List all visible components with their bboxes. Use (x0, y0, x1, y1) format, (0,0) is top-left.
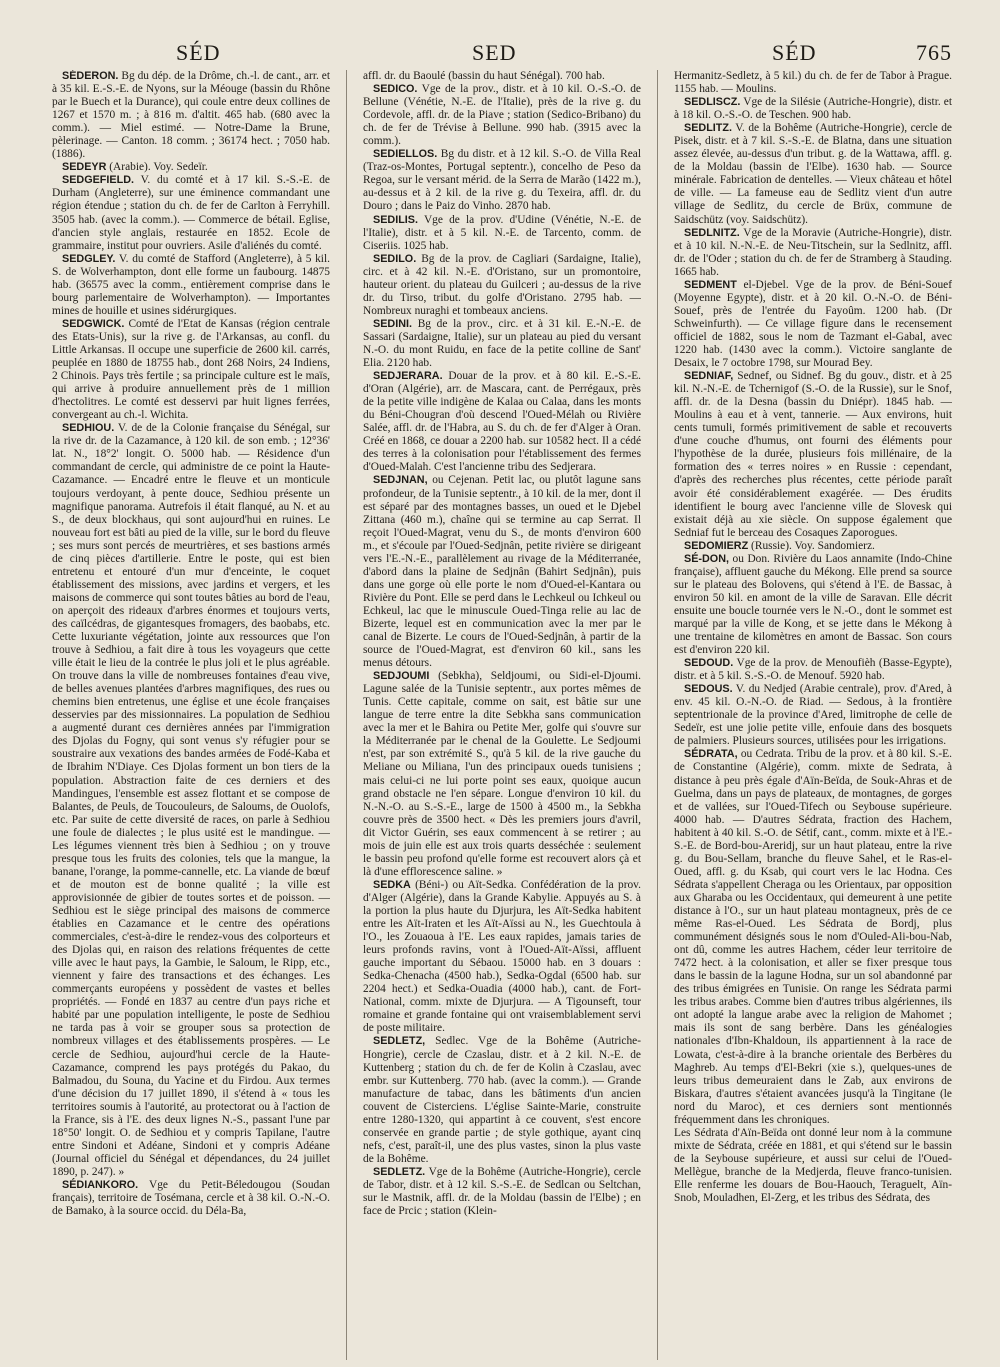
entry-headword: SEDLETZ, (373, 1035, 426, 1048)
entry-text: Vge du Petit-Béledougou (Soudan français), territoire de Tosémana, cercle et à 38 kil. O.-N.-O. de Bamako, à la source occid. du Déla-Ba, (52, 1178, 330, 1218)
dictionary-entry (52, 1179, 330, 1218)
header-center: SED (472, 40, 517, 65)
entry-text: Bg du dép. de la Drôme, ch.-l. de cant., arr. et à 35 kil. E.-S.-E. de Nyons, sur la Méouge (bassin du Rhône par le Buech et la Durance), qui coule entre deux collines de 1267 et 1570 m. ; à 816 m. d'altit. 465 hab. (680 avec la comm.). — Miel estimé. — Notre-Dame la Brune, pèlerinage. — Canton. 18 comm. ; 36174 hect. ; 7050 hab. (1886). (52, 70, 330, 161)
dictionary-entry (363, 318, 641, 370)
entry-text: Vge de la Bohême (Autriche-Hongrie), cercle de Tabor, distr. et à 12 kil. S.-S.-E. de Sedlcan ou Seltchan, sur le Mastnik, affl. dr. de la Moldau (bassin de l'Elbe) ; en face de Prcic ; station (Klein- (363, 1165, 641, 1218)
entry-headword: SEDLISCZ. (684, 96, 741, 109)
dictionary-page (52, 36, 952, 1356)
entry-headword: SEDKA (373, 878, 411, 891)
entry-text: V. du comté et à 17 kil. S.-S.-E. de Durham (Angleterre), sur une éminence commandant une région étendue ; station du ch. de fer de Carlton à Ferryhill. 3505 hab. (avec la comm.). — Commerce de bétail. Eglise, d'ancien style anglais, restaurée en 1852. Ecole de grammaire, institut pour ouvriers. Asile d'aliénés du comté. (52, 174, 330, 252)
entry-headword: SEDLNITZ. (684, 226, 740, 239)
entry-headword: SEDIELLOS. (373, 148, 438, 161)
entry-headword: SEDJERARA. (373, 370, 443, 383)
entry-text: Comté de l'Etat de Kansas (région centrale des Etats-Unis), sur la rive g. de l'Arkansas, au confl. du Little Arkansas. Il occupe une superficie de 2600 kil. carrés, peuplée en 1880 de 18755 hab., dont 268 Noirs, 24 Indiens, 2 Chinois. Pays très fertile ; sa principale culture est le maïs, qui arrive à produire annuellement près de 1 million d'hectolitres. Le comté est desservi par huit lignes ferrées, convergeant au ch.-l. Wichita. (52, 317, 330, 422)
entry-headword: SEDICO. (373, 83, 418, 96)
text-columns (52, 70, 952, 1360)
entry-text: Vge de la prov. de Menoufièh (Basse-Egypte), distr. et à 5 kil. S.-S.-O. de Menouf. 5920 hab. (674, 657, 952, 683)
entry-headword: SEDOMIERZ (684, 539, 749, 552)
entry-headword: SEDOUD. (684, 657, 734, 670)
entry-text: Vge de la prov., distr. et à 10 kil. O.-S.-O. de Bellune (Vénétie, N.-E. de l'Italie), près de la rive g. du Cordevole, affl. dr. de la Piave ; station (Sedico-Bribano) du ch. de fer de Trévise à Bellune. 990 hab. (3915 avec la comm.). (363, 83, 641, 148)
dictionary-entry (674, 70, 952, 96)
entry-text: Douar de la prov. et à 80 kil. E.-S.-E. d'Oran (Algérie), arr. de Mascara, cant. de Perrégaux, près de la petite ville indigène de Kalaa ou Calaa, dans les monts du Béni-Chougran d'où descend l'Oued-Mélah ou Rivière Salée, affl. dr. de l'Habra, au S. du ch. de fer d'Alger à Oran. Créé en 1868, ce douar a 2200 hab. sur 10582 hect. Il a cédé des terres à la colonisation pour l'établissement des fermes d'Oued-Malah. C'est l'ancienne tribu des Sedjerara. (363, 370, 641, 474)
entry-text: V. du Nedjed (Arabie centrale), prov. d'Ared, à env. 45 kil. O.-N.-O. de Riad. — Sedous, à la frontière septentrionale de la province d'Ared, limitrophe de celle de Sedeïr, est une jolie petite ville, enfouie dans des bosquets de palmiers. Plusieurs sources, utilisées pour les irrigations. (674, 683, 952, 748)
entry-headword: SEDHIOU. (62, 422, 115, 435)
dictionary-entry (674, 748, 952, 1126)
dictionary-entry (363, 148, 641, 213)
entry-text: Les Sédrata d'Aïn-Beïda ont donné leur nom à la commune mixte de Sédrata, créée en 1881, et qui s'étend sur le bassin de la Seybouse supérieure, et aussi sur celui de l'Oued-Mellègue, branche de la Medjerda, fleuve franco-tunisien. Elle renferme les douars de Bou-Haouch, Teraguelt, Aïn-Snob, Mouladhen, El-Zerg, et les tribus des Sédrata, des (674, 1126, 952, 1205)
running-header (52, 36, 952, 72)
entry-headword: SEDGEFIELD. (62, 174, 134, 187)
entry-headword: SEDMENT (684, 278, 737, 291)
entry-text: V. de de la Colonie française du Sénégal, sur la rive dr. de la Cazamance, à 120 kil. de son emb. ; 12°36' lat. N., 18°2' longit. O. 5000 hab. — Résidence d'un commandant de cercle, qui administre de ce point la Haute-Cazamance. — Encadré entre le fleuve et un monticule toujours verdoyant, à pente douce, Sedhiou présente un magnifique panorama. Autrefois il était flanqué, au N. et au S., de deux blockhaus, qui sont aujourd'hui en ruines. Le nouveau fort est bâti au pied de la ville, sur le bord du fleuve ; ses murs sont percés de meurtrières, et ses bastions armés de cinq pièces d'artillerie. Entre le poste, qui est bien entretenu et entouré d'un mur d'enceinte, le coquet établissement des missions, avec jardins et vergers, et les maisons de commerce qui sont toutes bâties au bord de l'eau, on aperçoit des rideaux d'arbres énormes et toujours verts, des caïlcédras, de gigantesques fromagers, des baobabs, etc. Cette luxuriante végétation, jointe aux ressources que l'on trouve à Sedhiou, a fait dire à tous les voyageurs que cette ville était le lieu de la contrée le plus joli et le plus agréable. On trouve dans la ville de nombreuses fontaines d'eau vive, de belles avenues plantées d'arbres magnifiques, des rues ou chemins bien entretenus, une église et une école françaises desservies par des missionnaires. La population de Sedhiou a augmenté durant ces dernières années par l'immigration des Djolas du Fogny, qui sont venus s'y réfugier pour se soustraire aux vexations des bandes armées de Fodé-Kaba et de Ibrahim N'Diaye. Ces Djolas forment un bon tiers de la population. Abstraction faite de ces derniers et des Mandingues, l'ensemble est assez flottant et se compose de Balantes, de Peuls, de Toucouleurs, de Saloums, de Ouolofs, etc. Par suite de cette diversité de races, on parle à Sedhiou une foule de dialectes ; le plus usité est le mandingue. — Les légumes viennent très bien à Sedhiou ; on y trouve presque tous les fruits des colonies, tels que la mangue, la banane, l'orange, la pomme-cannelle, etc. La viande de bœuf et de mouton est de bonne qualité ; la ville est approvisionnée de gibier de toutes sortes et de poisson. — Sedhiou est le siège principal des maisons de commerce établies en Cazamance et le centre des opérations commerciales, c'est-à-dire le rendez-vous des colporteurs et des Djolas qui, en raison des relations fréquentes de cette ville avec le haut pays, la Gambie, le Saloum, le Ripp, etc., viennent y faire des transactions et des échanges. Les commerçants européens y possèdent de vastes et belles propriétés. — Fondé en 1837 au centre d'un pays riche et habité par une population intelligente, le poste de Sedhiou ne tarda pas à voir se grouper sous sa protection de nombreux villages et des établissements prospères. — Le cercle de Sedhiou, aujourd'hui cercle de la Haute-Cazamance, comprend les pays protégés du Pakao, du Balmadou, du Souna, du Yacine et du Firdou. Aux termes d'une décision du 17 juillet 1890, il s'étend à « tous les territoires soumis à l'autorité, au protectorat ou à l'action de la France, sis à l'E. des deux lignes N.-S., passant l'une par 18°50' longit. O. de Sedhiou et y compris Tapilane, l'autre entre Sindoni et Adéane, Sindoni et y compris Adéane (Journal officiel du Sénégal et dépendances, du 24 juillet 1890, p. 247). » (52, 422, 330, 1178)
dictionary-entry (363, 253, 641, 318)
dictionary-entry (674, 227, 952, 279)
entry-text: ou Don. Rivière du Laos annamite (Indo-Chine française), affluent gauche du Mékong. Elle prend sa source sur le plateau des Bolovens, qui s'étend à l'E. de Bassac, à environ 50 kil. en amont de la ville de Saravan. Elle décrit ensuite une boucle tournée vers le N.-O., dont le sommet est marqué par la ville de Kong, et se jette dans le Mékong à une trentaine de kilomètres en amont de Bassac. Son cours est d'environ 220 kil. (674, 552, 952, 657)
dictionary-entry (674, 540, 952, 553)
dictionary-entry (52, 174, 330, 252)
column-2 (363, 70, 641, 1360)
entry-text: Vge de la Moravie (Autriche-Hongrie), distr. et à 10 kil. N.-N.-E. de Neu-Titschein, sur la Sedlnitz, affl. dr. de l'Oder ; station du ch. de fer de Stramberg à Stauding. 1665 hab. (674, 226, 952, 278)
dictionary-entry (674, 1127, 952, 1205)
entry-headword: SÉDERON. (62, 70, 119, 82)
column-3 (674, 70, 952, 1360)
entry-text: Hermanitz-Sedletz, à 5 kil.) du ch. de fer de Tabor à Prague. 1155 hab. — Moulins. (674, 70, 952, 96)
dictionary-entry (363, 879, 641, 1036)
header-right: SÉD (772, 40, 817, 65)
dictionary-entry (52, 161, 330, 174)
entry-text: Bg de la prov. de Cagliari (Sardaigne, Italie), circ. et à 42 kil. N.-E. d'Oristano, sur un promontoire, hauteur orient. du plateau du Guilceri ; au-dessus de la rive dr. du Tirso, tribut. du golfe d'Oristano. 2795 hab. — Nombreux nuraghi et tombeaux anciens. (363, 252, 641, 317)
entry-headword: SEDOUS. (684, 683, 733, 696)
entry-text: Bg de la prov., circ. et à 31 kil. E.-N.-E. de Sassari (Sardaigne, Italie), sur un plateau au pied du versant N.-O. du mont Ruidu, en face de la petite colline de Sant' Elia. 2120 hab. (363, 317, 641, 370)
page-number: 765 (916, 40, 952, 65)
entry-headword: SEDLETZ. (373, 1165, 426, 1178)
dictionary-entry (52, 253, 330, 318)
dictionary-entry (363, 214, 641, 253)
entry-text: Sednef, ou Sidnef. Bg du gouv., distr. et à 25 kil. N.-N.-E. de Tchernigof (S.-O. de la Russie), sur le Snof, affl. dr. de la Desna (bassin du Dniépr). 1845 hab. — Moulins à eau et à vent, tannerie. — Aux environs, huit cents tumuli, formés primitivement de sable et recouverts d'une couche d'humus, ont fourni des éléments pour l'hypothèse de la durée, plusieurs fois millénaire, de la formation des « terres noires » en Russie : cependant, d'après des recherches plus récentes, cette période paraît avoir été considérablement exagérée. — Des érudits identifient le bourg avec l'ancienne ville de Slovesk qui existait déjà au xie siècle. On suppose également que Sedniaf fut le berceau des Cosaques Zaporogues. (674, 370, 952, 539)
entry-text: (Russie). Voy. Sandomierz. (751, 539, 875, 552)
dictionary-entry (363, 1166, 641, 1218)
entry-text: Bg du distr. et à 12 kil. S.-O. de Villa Real (Traz-os-Montes, Portugal septentr.), concelho de Peso da Regoa, sur le versant mérid. de la Serra de Marão (1422 m.), au-dessus et à 2 kil. de la rive g. du Texeira, affl. dr. du Douro ; dans le Paiz do Vinho. 2870 hab. (363, 148, 641, 213)
dictionary-entry (674, 657, 952, 683)
entry-text: V. du comté de Stafford (Angleterre), à 5 kil. S. de Wolverhampton, dont elle forme un faubourg. 14875 hab. (36575 avec la comm., entièrement comprise dans le bourg parlementaire de Wolverhampton). — Importantes mines de houille et usines sidérurgiques. (52, 252, 330, 317)
dictionary-entry (52, 318, 330, 422)
entry-headword: SEDGLEY. (62, 252, 116, 265)
entry-text: (Arabie). Voy. Sedeïr. (109, 161, 208, 174)
entry-headword: SEDILIS. (373, 213, 418, 226)
entry-headword: SEDJOUMI (373, 670, 430, 683)
entry-headword: SÉDRATA, (684, 748, 738, 761)
dictionary-entry (363, 474, 641, 670)
dictionary-entry (674, 553, 952, 657)
dictionary-entry (363, 83, 641, 148)
entry-text: (Béni-) ou Aït-Sedka. Confédération de la prov. d'Alger (Algérie), dans la Grande Kabylie. Appuyés au S. à la portion la plus haute du Djurjura, les Aït-Sedka habitent entre les Aït-Iraten et les Aït-Aïssi au N., les Guechtoula à l'O., les Zouaoua à l'E. Les eaux rapides, jamais taries de leurs profonds ravins, vont à l'Oued-Aït-Aïssi, affluent gauche important du Sébaou. 15000 hab. en 3 douars : Sedka-Chenacha (4500 hab.), Sedka-Ogdal (6500 hab. sur 2204 hect.) et Sedka-Ouadia (4000 hab.), cant. de Fort-National, comm. mixte de Djurjura. — A Tigounseft, tour romaine et grande fontaine qui ont vraisemblablement servi de poste militaire. (363, 878, 641, 1035)
entry-text: Vge de la Silésie (Autriche-Hongrie), distr. et à 18 kil. O.-S.-O. de Teschen. 900 hab. (674, 96, 952, 122)
entry-headword: SÉDIANKORO. (62, 1178, 139, 1191)
entry-headword: SEDNIAF, (684, 370, 734, 383)
entry-headword: SEDGWICK. (62, 317, 125, 330)
entry-headword: SEDLITZ. (684, 122, 732, 135)
column-1 (52, 70, 330, 1360)
entry-headword: SEDILO. (373, 252, 417, 265)
entry-text: Vge de la prov. d'Udine (Vénétie, N.-E. de l'Italie), distr. et à 5 kil. N.-E. de Tarcento, comm. de Ciseriis. 1025 hab. (363, 213, 641, 252)
entry-text: ou Cedrata. Tribu de la prov. et à 80 kil. S.-E. de Constantine (Algérie), comm. mixte de Sedrata, à distance à peu près égale d'Aïn-Beïda, de Souk-Ahras et de Guelma, dans un pays de plateaux, de montagnes, de gorges et de vallées, sur l'Oued-Tifech ou Seybouse supérieure. 4000 hab. — D'autres Sédrata, fraction des Hachem, habitent à 40 kil. S.-O. de Sétif, cant., comm. mixte et à l'E.-S.-E. de Bord-bou-Areridj, sur un haut plateau, entre la rive g. du Bou-Sellam, branche du fleuve Sahel, et le Ras-el-Oued, affl. g. du Ksab, qui court vers le lac Hodna. Ces Sédrata s'appellent Cheraga ou les Orientaux, par opposition aux Gharaba ou les Occidentaux, qui demeurent à une petite distance à l'O., sur un haut plateau montagneux, près de ce même Ras-el-Oued. Les Sédrata de Bordj, plus communément désignés sous le nom d'Ouled-Ali-bou-Nab, ont dû, comme les autres Hachem, céder leur territoire de 7472 hect. à la colonisation, et aller se fixer presque tous dans le bassin de la lagune Hodna, sur un sol abandonné par des tribus émigrées en Tunisie. On range les Sédrata parmi les tribus arabes. Comme bien d'autres tribus algériennes, ils ont adopté la langue arabe avec la religion de Mahomet ; mais ils sont de sang berbère. Dans les généalogies nationales d'Ibn-Khaldoun, ils appartiennent à la race de Lowata, c'est-à-dire à la branche orientale des Berbères du Maghreb. Au temps d'El-Bekri (xie s.), quelques-unes de leurs tribus demeuraient dans le Zab, aux environs de Biskara, d'autres s'étaient avancées jusqu'à la Tingitane (le nord du Maroc), et ces derniers sont mentionnés fréquemment dans les chroniques. (674, 748, 952, 1126)
dictionary-entry (674, 370, 952, 540)
entry-text: V. de la Bohême (Autriche-Hongrie), cercle de Pisek, distr. et à 7 kil. S.-S.-E. de Blatna, dans une situation assez élevée, au-dessus d'un tribut. g. de la Wattawa, affl. g. de la Moldau (bassin de l'Elbe). 1630 hab. — Source minérale. Fabrication de dentelles. — Vieux château et hôtel de ville. — La fameuse eau de Sedlitz vient d'un autre village de Sedlitz, du cercle de Brüx, commune de Saidschütz (voy. Saidschütz). (674, 122, 952, 226)
column-divider (346, 70, 347, 1360)
dictionary-entry (52, 422, 330, 1179)
entry-text: el-Djebel. Vge de la prov. de Béni-Souef (Moyenne Egypte), distr. et à 20 kil. O.-N.-O. de Béni-Souef, près de l'entrée du Fayoûm. 1200 hab. (Dr Schweinfurth). — Ce village figure dans le recensement officiel de 1882, sous le nom de Tazmant el-Gabal, avec 1220 hab. (1430 avec la comm.). Victoire sanglante de Desaix, le 7 octobre 1798, sur Mourad Bey. (674, 278, 952, 370)
dictionary-entry (363, 1035, 641, 1165)
column-divider (657, 70, 658, 1360)
dictionary-entry (363, 670, 641, 879)
entry-headword: SÉ-DON, (684, 552, 729, 565)
header-left: SÉD (176, 40, 221, 65)
dictionary-entry (674, 96, 952, 122)
dictionary-entry (674, 122, 952, 226)
entry-headword: SEDINI. (373, 317, 412, 330)
entry-text: ou Cejenan. Petit lac, ou plutôt lagune sans profondeur, de la Tunisie septentr., à 10 kil. de la mer, dont il est séparé par des montagnes basses, un oued et le Djebel Zittana (460 m.), chaîne qui se termine au cap Serrat. Il reçoit l'Oued-Magrat, venu du S., de monts d'environ 600 m., et s'écoule par l'Oued-Sedjnân, petite rivière se dirigeant vers l'E.-N.-E., parallèlement au rivage de la Méditerranée, d'abord dans la plaine de Sedjnân (Bahirt Sedjnân), puis dans une gorge où elle porte le nom d'Oued-el-Kantara ou Rivière du Pont. Elle se perd dans le Lechkeul ou Ichkeul ou Echkeul, lac que le minuscule Oued-Tinga relie au lac de Bizerte, lequel est en communication avec la mer par le canal de Bizerte. Le cours de l'Oued-Sedjnân, à partir de la source de l'Oued-Magrat, est d'environ 60 kil., sans les menus détours. (363, 474, 641, 670)
entry-text: (Sebkha), Seldjoumi, ou Sidi-el-Djoumi. Lagune salée de la Tunisie septentr., aux portes mêmes de Tunis. Cette capitale, comme on sait, est bâtie sur une langue de terre entre la dite Sebkha sans communication avec la mer et le Bahira ou Petite Mer, golfe qui s'ouvre sur la Méditerranée par le chenal de la Goulette. Le Sedjoumi n'est, par son extrémité S., qu'à 5 kil. de la rive gauche du Meliane ou Miliana, l'un des principaux oueds tunisiens ; mais celui-ci ne lui porte point ses eaux, quoique aucun grand obstacle ne l'en sépare. Longue d'environ 10 kil. du N.-N.-O. au S.-S.-E., large de 1500 à 4500 m., la Sebkha couvre près de 3500 hect. « Dès les premiers jours d'avril, dit Victor Guérin, ses eaux commencent à se retirer ; au mois de juin elle est aux trois quarts desséchée : seulement le bassin peu profond qu'elle forme est recouvert alors çà et là d'une efflorescence saline. » (363, 670, 641, 878)
entry-text: Sedlec. Vge de la Bohême (Autriche-Hongrie), cercle de Czaslau, distr. et à 2 kil. N.-E. de Kuttenberg ; station du ch. de fer de Kolin à Czaslau, avec embr. sur Kuttenberg. 770 hab. (avec la comm.). — Grande manufacture de tabac, dans les bâtiments d'un ancien couvent de Cisterciens. L'église Sainte-Marie, construite entre 1280-1320, qui appartint à ce couvent, s'est encore conservée en grande partie ; de style gothique, ayant cinq nefs, c'est, paraît-il, une des plus vastes, sinon la plus vaste de la Bohême. (363, 1035, 641, 1165)
dictionary-entry (674, 279, 952, 370)
entry-headword: SEDJNAN, (373, 474, 428, 487)
dictionary-entry (674, 683, 952, 748)
entry-headword: SEDEYR (62, 161, 107, 174)
dictionary-entry (52, 70, 330, 161)
entry-text: affl. dr. du Baoulé (bassin du haut Sénégal). 700 hab. (363, 70, 605, 82)
dictionary-entry (363, 70, 641, 83)
dictionary-entry (363, 370, 641, 474)
